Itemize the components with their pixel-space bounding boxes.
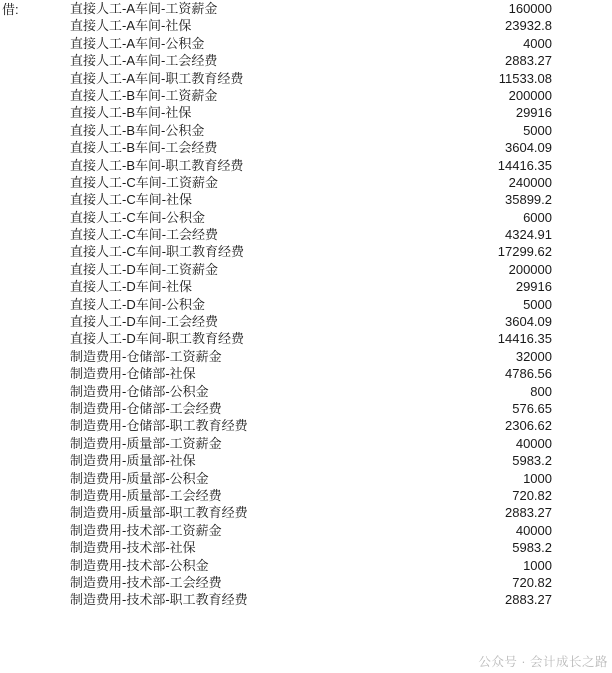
entry-amount: 576.65 [512, 400, 552, 416]
entry-amount: 3604.09 [505, 314, 552, 330]
entry-account: 直接人工-C车间-工资薪金 [70, 174, 219, 190]
entry-account: 直接人工-C车间-职工教育经费 [70, 244, 245, 260]
entry-row [0, 226, 612, 243]
entry-account: 制造费用-技术部-公积金 [70, 557, 209, 573]
entry-amount: 32000 [515, 348, 552, 364]
watermark [478, 652, 608, 670]
entry-amount: 720.82 [512, 574, 552, 590]
entry-row [0, 487, 612, 504]
entry-amount: 1000 [523, 557, 552, 573]
entry-amount: 160000 [508, 1, 552, 16]
entry-row [0, 191, 612, 208]
entry-amount: 2883.27 [505, 505, 552, 521]
watermark-text: 公众号 · 会计成长之路 [478, 655, 608, 669]
entry-row [0, 417, 612, 434]
entry-account: 直接人工-A车间-工资薪金 [70, 1, 218, 16]
entry-row [0, 209, 612, 226]
entry-account: 制造费用-技术部-职工教育经费 [70, 592, 248, 608]
entry-amount: 14416.35 [497, 157, 552, 173]
entry-account: 制造费用-仓储部-公积金 [70, 383, 209, 399]
entry-amount: 6000 [523, 209, 552, 225]
entry-row [0, 0, 612, 17]
entry-row [0, 400, 612, 417]
entry-account: 直接人工-B车间-社保 [70, 105, 192, 121]
entry-amount: 200000 [508, 87, 552, 103]
entry-account: 直接人工-B车间-职工教育经费 [70, 157, 244, 173]
entry-account: 直接人工-C车间-公积金 [70, 209, 206, 225]
entry-amount: 5983.2 [512, 540, 552, 556]
entry-row [0, 104, 612, 121]
entry-account: 制造费用-仓储部-社保 [70, 366, 196, 382]
entry-amount: 240000 [508, 174, 552, 190]
entry-row [0, 87, 612, 104]
entry-amount: 2883.27 [505, 592, 552, 608]
entry-account: 直接人工-D车间-工资薪金 [70, 261, 219, 277]
entry-account: 直接人工-B车间-公积金 [70, 122, 205, 138]
entry-account: 制造费用-质量部-社保 [70, 453, 196, 469]
entry-amount: 23932.8 [505, 18, 552, 34]
entry-account: 直接人工-D车间-工会经费 [70, 314, 219, 330]
entry-account: 直接人工-A车间-工会经费 [70, 53, 218, 69]
entry-row [0, 557, 612, 574]
entry-row [0, 452, 612, 469]
entry-row [0, 313, 612, 330]
entry-row [0, 261, 612, 278]
entry-amount: 11533.08 [498, 70, 552, 86]
entry-account: 制造费用-技术部-工资薪金 [70, 522, 222, 538]
entry-row [0, 52, 612, 69]
debit-label: 借: [2, 2, 19, 17]
entry-amount: 5000 [523, 296, 552, 312]
entry-row [0, 539, 612, 556]
entry-row [0, 330, 612, 347]
entry-row [0, 504, 612, 521]
entry-row [0, 70, 612, 87]
entry-account: 制造费用-质量部-职工教育经费 [70, 505, 248, 521]
entry-row [0, 35, 612, 52]
entry-account: 直接人工-A车间-公积金 [70, 35, 205, 51]
entry-amount: 3604.09 [505, 140, 552, 156]
entry-row [0, 17, 612, 34]
entry-row [0, 365, 612, 382]
entry-row [0, 348, 612, 365]
entry-amount: 17299.62 [497, 244, 552, 260]
entry-account: 制造费用-仓储部-工资薪金 [70, 348, 222, 364]
entry-amount: 200000 [508, 261, 552, 277]
entry-account: 直接人工-D车间-社保 [70, 279, 193, 295]
entry-row [0, 574, 612, 591]
entry-account: 制造费用-质量部-工资薪金 [70, 435, 222, 451]
entry-amount: 4324.91 [505, 227, 552, 243]
entry-amount: 2883.27 [505, 53, 552, 69]
entry-amount: 1000 [523, 470, 552, 486]
entry-account: 直接人工-C车间-社保 [70, 192, 193, 208]
entry-account: 直接人工-C车间-工会经费 [70, 227, 219, 243]
entry-amount: 4000 [523, 35, 552, 51]
entry-row [0, 278, 612, 295]
entry-account: 直接人工-B车间-工资薪金 [70, 87, 218, 103]
entry-account: 制造费用-技术部-工会经费 [70, 574, 222, 590]
entry-row [0, 174, 612, 191]
entry-amount: 2306.62 [505, 418, 552, 434]
entry-account: 直接人工-A车间-社保 [70, 18, 192, 34]
entry-amount: 29916 [515, 279, 552, 295]
entry-account: 制造费用-技术部-社保 [70, 540, 196, 556]
entry-amount: 29916 [515, 105, 552, 121]
entry-amount: 5983.2 [512, 453, 552, 469]
entry-account: 直接人工-B车间-工会经费 [70, 140, 218, 156]
entry-row [0, 435, 612, 452]
entry-amount: 4786.56 [505, 366, 552, 382]
entry-row [0, 470, 612, 487]
entry-amount: 35899.2 [505, 192, 552, 208]
entry-account: 直接人工-D车间-职工教育经费 [70, 331, 245, 347]
entry-row [0, 157, 612, 174]
entry-account: 制造费用-质量部-公积金 [70, 470, 209, 486]
entry-row [0, 243, 612, 260]
entry-row [0, 522, 612, 539]
entry-row [0, 122, 612, 139]
entry-account: 直接人工-A车间-职工教育经费 [70, 70, 244, 86]
entry-account: 直接人工-D车间-公积金 [70, 296, 206, 312]
entry-row [0, 591, 612, 608]
entry-amount: 5000 [523, 122, 552, 138]
entry-account: 制造费用-仓储部-职工教育经费 [70, 418, 248, 434]
entry-amount: 800 [530, 383, 552, 399]
entry-row [0, 139, 612, 156]
entry-amount: 40000 [515, 435, 552, 451]
entry-row [0, 383, 612, 400]
entry-amount: 720.82 [512, 487, 552, 503]
entry-amount: 40000 [515, 522, 552, 538]
entry-amount: 14416.35 [497, 331, 552, 347]
entry-account: 制造费用-质量部-工会经费 [70, 487, 222, 503]
entry-row [0, 296, 612, 313]
entry-account: 制造费用-仓储部-工会经费 [70, 400, 222, 416]
